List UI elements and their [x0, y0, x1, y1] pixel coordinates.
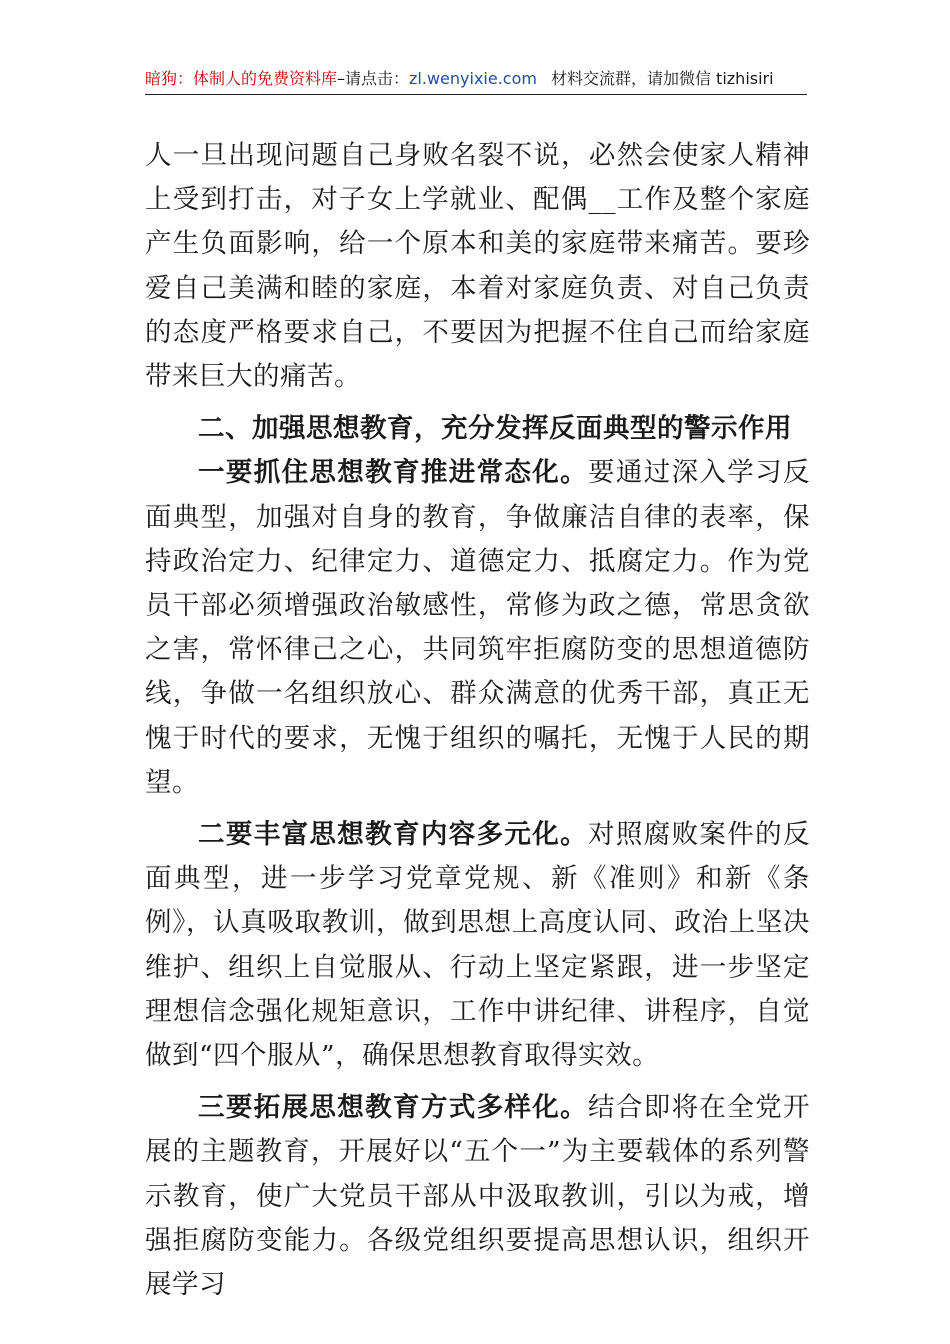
- section-heading: 二、加强思想教育，充分发挥反面典型的警示作用: [198, 413, 792, 445]
- paragraph-text: 要通过深入学习反面典型，加强对自身的教育，争做廉洁自律的表率，保持政治定力、纪律定力、道德定力、抵腐定力。作为党员干部必须增强政治敏感性，常修为政之德，常思贪欲之害，常怀律己之心，共同筑牢拒腐防变的思想道德防线，争做一名组织放心、群众满意的优秀干部，真正无愧于时代的要求，无愧于组织的嘱托，无愧于人民的期望。: [145, 457, 811, 798]
- paragraph-text: 对照腐败案件的反面典型，进一步学习党章党规、新《准则》和新《条例》，认真吸取教训，做到思想上高度认同、政治上坚决维护、组织上自觉服从、行动上坚定紧跟，进一步坚定理想信念强化规矩意识，工作中讲纪律、讲程序，自觉做到“四个服从”，确保思想教育取得实效。: [145, 819, 811, 1072]
- header-url-link[interactable]: zl.wenyixie.com: [409, 69, 537, 88]
- paragraph-point-2: [145, 813, 810, 1078]
- header-group-notice: 材料交流群，请加微信 tizhisiri: [550, 69, 774, 88]
- paragraph-lead: 二要丰富思想教育内容多元化。: [198, 819, 588, 851]
- header-click-prompt: –请点击：: [337, 69, 410, 88]
- paragraph-point-1: [145, 451, 810, 805]
- header-divider: [145, 94, 807, 95]
- header-brand-text: 暗狗：体制人的免费资料库: [145, 69, 338, 88]
- paragraph-lead: 一要抓住思想教育推进常态化。: [198, 457, 588, 489]
- paragraph-text: 人一旦出现问题自己身败名裂不说，必然会使家人精神上受到打击，对子女上学就业、配偶__工作及整个家庭产生负面影响，给一个原本和美的家庭带来痛苦。要珍爱自己美满和睦的家庭，本着对家庭负责、对自己负责的态度严格要求自己，不要因为把握不住自己而给家庭带来巨大的痛苦。: [145, 140, 810, 393]
- paragraph-lead: 三要拓展思想教育方式多样化。: [198, 1092, 588, 1124]
- paragraph-text: 结合即将在全党开展的主题教育，开展好以“五个一”为主要载体的系列警示教育，使广大党员干部从中汲取教训，引以为戒，增强拒腐防变能力。各级党组织要提高思想认识，组织开展学习: [145, 1092, 811, 1301]
- document-body: [145, 134, 810, 1307]
- paragraph-point-3: [145, 1086, 810, 1307]
- paragraph-continuation: [145, 134, 810, 399]
- page-header: [145, 64, 807, 94]
